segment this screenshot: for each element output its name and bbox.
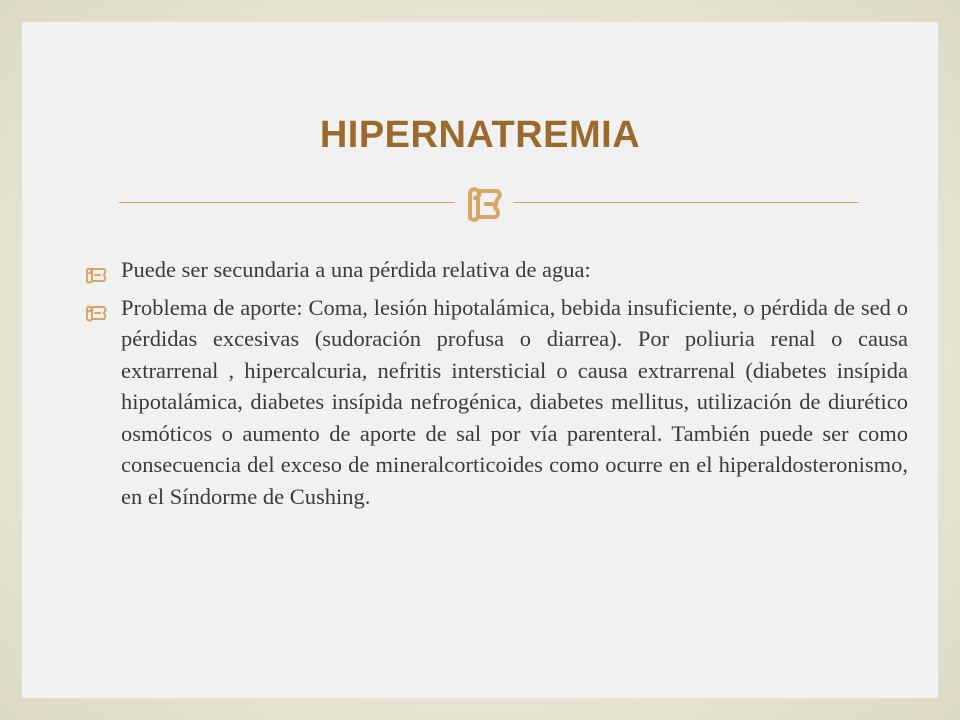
scroll-bullet-icon: [84, 299, 110, 317]
bullet-text: Problema de aporte: Coma, lesión hipotalámica, bebida insuficiente, o pérdida de sed o pérdidas excesivas (sudoración profusa o diarrea). Por poliuria renal o causa extrarrenal , hipercalcuria, nefritis intersticial o causa extrarrenal (diabetes insípida hipotalámica, diabetes insípida nefrogénica, diabetes mellitus, utilización de diurético osmóticos o aumento de aporte de sal por vía parenteral. También puede ser como consecuencia del exceso de mineralcorticoides como ocurre en el hiperaldosteronismo, en el Síndorme de Cushing.: [121, 294, 908, 509]
bullet-text: Puede ser secundaria a una pérdida relativa de agua:: [121, 257, 591, 282]
slide-title: HIPERNATREMIA: [319, 114, 641, 156]
scroll-ornament-icon: [455, 182, 513, 226]
slide-body: [84, 254, 908, 518]
bullet-item-2: [84, 292, 908, 513]
scroll-bullet-icon: [84, 261, 110, 279]
slide: [22, 22, 938, 698]
bullet-item-1: [84, 254, 908, 286]
